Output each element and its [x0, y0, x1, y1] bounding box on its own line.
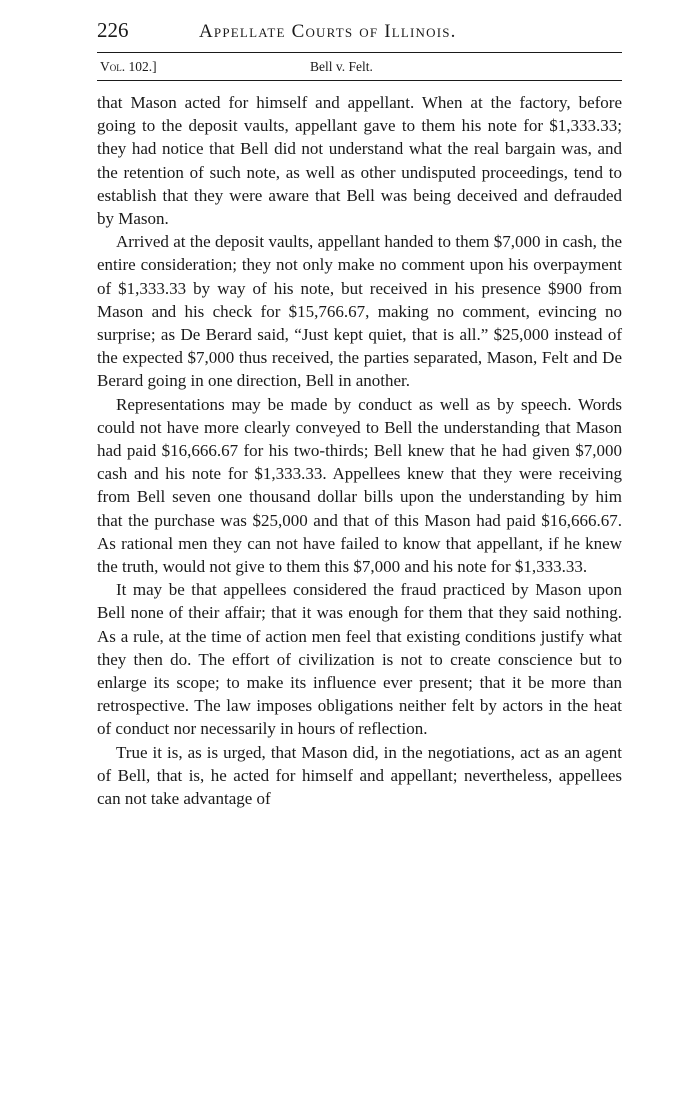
book-page: [97, 18, 622, 810]
paragraph-1: that Mason acted for himself and appellant. When at the factory, before going to the deposit vaults, appellant gave to them his note for $1,333.33; they had notice that Bell did not understand what the real bargain was, and the retention of such note, as well as other undisputed proceedings, tend to establish that they were aware that Bell was being deceived and defrauded by Mason.: [97, 93, 622, 229]
page-number: 226: [97, 18, 129, 42]
volume-label: Vol. 102.]: [100, 58, 157, 74]
paragraph-2: Arrived at the deposit vaults, appellant handed to them $7,000 in cash, the entire consideration; they not only make no comment upon his overpayment of $1,333.33 by way of his note, but received in his presence $900 from Mason and his check for $15,766.67, making no comment, evincing no surprise; as De Berard said, “Just kept quiet, that is all.” $25,000 instead of the expected $7,000 thus received, the parties separated, Mason, Felt and De Berard going in one direction, Bell in another.: [97, 232, 622, 391]
paragraph-4: It may be that appellees considered the fraud practiced by Mason upon Bell none of their affair; that it was enough for them that they said nothing. As a rule, at the time of action men feel that existing conditions justify what they then do. The effort of civilization is not to create conscience but to enlarge its scope; to make its influence ever present; that it be more than retrospective. The law imposes obligations neither felt by actors in the heat of conduct nor necessarily in hours of reflection.: [97, 580, 622, 739]
case-name: Bell v. Felt.: [310, 58, 373, 74]
page-header: [97, 18, 622, 52]
running-title: Appellate Courts of Illinois.: [199, 21, 457, 42]
opinion-text: [97, 91, 622, 810]
paragraph-5: True it is, as is urged, that Mason did, in the negotiations, act as an agent of Bell, that is, he acted for himself and appellant; nevertheless, appellees can not take advantage of: [97, 742, 622, 809]
paragraph-3: Representations may be made by conduct as well as by speech. Words could not have more clearly conveyed to Bell the understanding that Mason had paid $16,666.67 for his two-thirds; Bell knew that he had given $7,000 cash and his note for $1,333.33. Appellees knew that they were receiving from Bell seven one thousand dollar bills upon the understanding by him that the purchase was $25,000 and that of this Mason had paid $16,666.67. As rational men they can not have failed to know that appellant, if he knew the truth, would not give to them this $7,000 and his note for $1,333.33.: [97, 394, 622, 577]
case-header: [97, 52, 622, 81]
